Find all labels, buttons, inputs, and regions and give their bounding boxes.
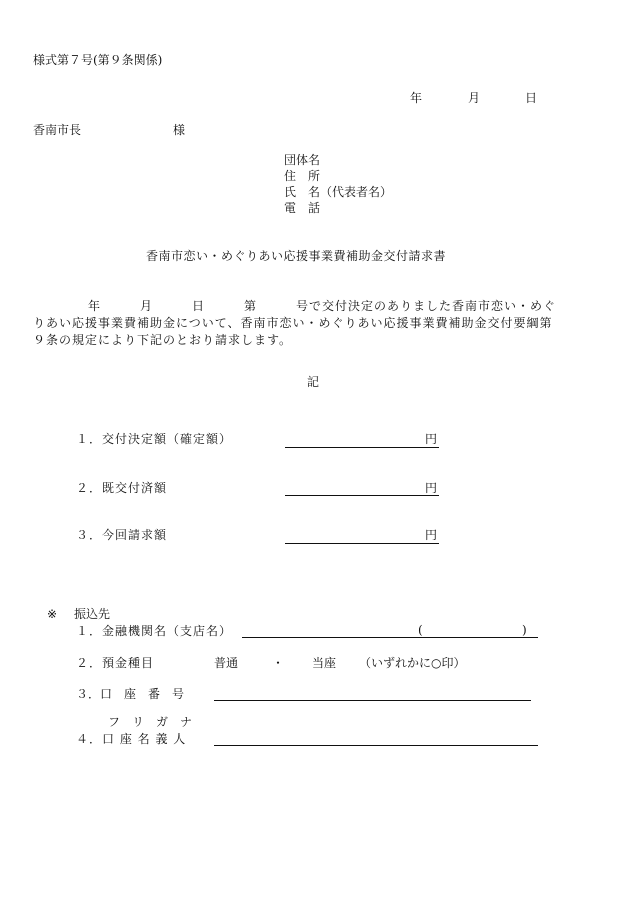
body-line-3: ９条の規定により下記のとおり請求します。 — [33, 333, 293, 347]
account-holder-label: ４．口 座 名 義 人 — [76, 732, 187, 746]
bank-name-label: １．金融機関名（支店名） — [76, 624, 233, 638]
account-type-ordinary[interactable]: 普通 — [214, 656, 239, 670]
applicant-name: 氏 名（代表者名） — [284, 185, 393, 199]
item-2-label: ２．既交付済額 — [76, 481, 168, 495]
item-3-label: ３．今回請求額 — [76, 528, 168, 542]
bank-branch-paren-close: ) — [522, 623, 527, 637]
body-line-2: りあい応援事業費補助金について、香南市恋い・めぐりあい応援事業費補助金交付要綱第 — [33, 316, 553, 330]
bank-branch-paren-open: ( — [418, 623, 423, 637]
item-1-unit: 円 — [425, 432, 438, 446]
applicant-address: 住 所 — [284, 169, 321, 183]
addressee-mayor: 香南市長 — [33, 123, 82, 137]
addressee-sama: 様 — [173, 123, 186, 137]
item-2-unit: 円 — [425, 481, 438, 495]
date-year: 年 — [410, 91, 423, 105]
item-2-amount-line[interactable] — [285, 495, 439, 496]
body-paragraph — [33, 298, 608, 349]
account-number-label: ３．口 座 番 号 — [76, 687, 185, 701]
account-holder-line[interactable] — [214, 745, 538, 746]
form-number: 様式第７号(第９条関係) — [33, 53, 163, 67]
body-line-1: 年 月 日 第 号で交付決定のありました香南市恋い・めぐ — [88, 299, 557, 313]
date-day: 日 — [525, 91, 538, 105]
date-month: 月 — [468, 91, 481, 105]
ki-heading: 記 — [307, 375, 320, 389]
transfer-header: 振込先 — [74, 607, 111, 621]
account-type-separator: ・ — [272, 656, 285, 670]
item-3-amount-line[interactable] — [285, 543, 439, 544]
account-number-line[interactable] — [214, 700, 531, 701]
document-title: 香南市恋い・めぐりあい応援事業費補助金交付請求書 — [146, 249, 447, 263]
account-type-label: ２．預金種目 — [76, 656, 155, 670]
item-3-unit: 円 — [425, 528, 438, 542]
account-type-note: （いずれかに○印） — [359, 656, 466, 670]
applicant-org-name: 団体名 — [284, 153, 321, 167]
item-1-amount-line[interactable] — [285, 447, 439, 448]
applicant-phone: 電 話 — [284, 201, 321, 215]
transfer-note-mark: ※ — [47, 607, 58, 621]
bank-name-line[interactable] — [242, 637, 538, 638]
furigana-label: フ リ ガ ナ — [108, 715, 193, 729]
item-1-label: １．交付決定額（確定額） — [76, 432, 233, 446]
account-type-current[interactable]: 当座 — [312, 656, 337, 670]
